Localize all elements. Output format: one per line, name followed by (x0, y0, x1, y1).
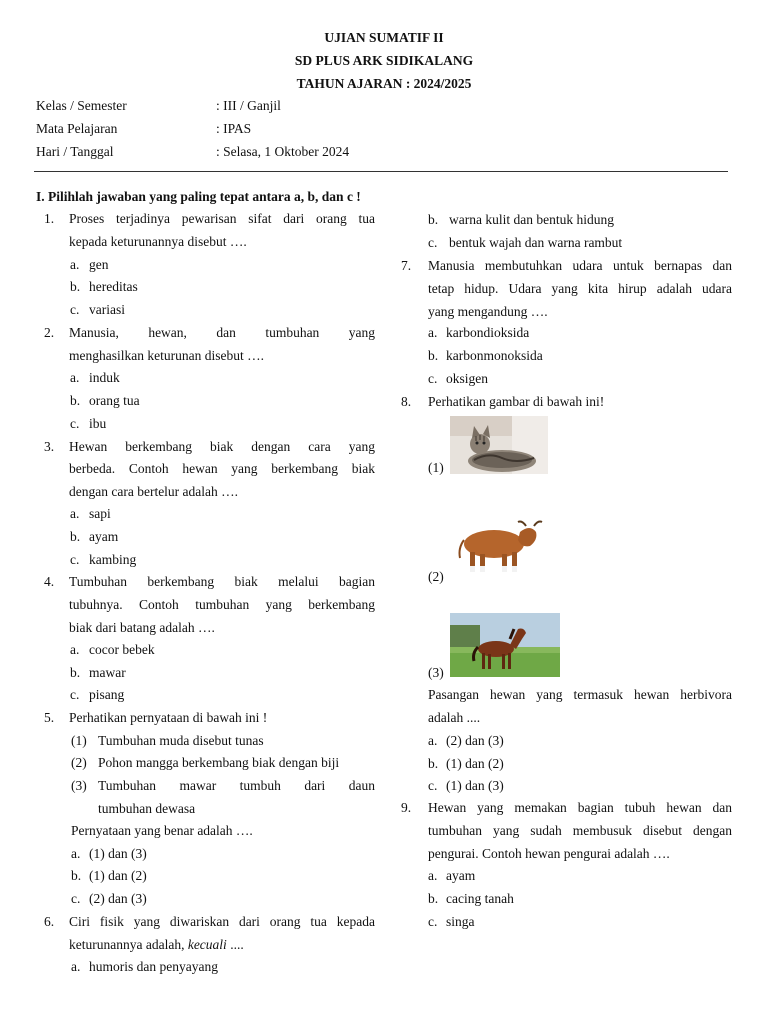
picture-label: (3) (428, 665, 444, 680)
option-letter: b. (70, 529, 81, 544)
option-letter: b. (428, 891, 439, 906)
question-number: 8. (401, 394, 412, 409)
option-letter: c. (428, 235, 438, 250)
question-number: 1. (44, 211, 55, 226)
option-letter: c. (71, 891, 81, 906)
option-letter: a. (70, 642, 80, 657)
option-text: (1) dan (3) (89, 846, 147, 861)
question-text-part: keturunannya adalah, (69, 937, 188, 952)
picture-label: (1) (428, 460, 444, 475)
option-text: variasi (89, 302, 125, 317)
statement-text: Tumbuhan muda disebut tunas (98, 733, 264, 748)
info-value: : IPAS (216, 121, 252, 136)
option-letter: c. (70, 552, 80, 567)
question-text: Hewan yang memakan bagian tubuh hewan dan (428, 800, 732, 815)
option-letter: c. (428, 371, 438, 386)
option-letter: c. (70, 687, 80, 702)
option-text: (2) dan (3) (89, 891, 147, 906)
option-letter: a. (70, 370, 80, 385)
question-text: Manusia membutuhkan udara untuk bernapas dan (428, 258, 732, 273)
option-letter: a. (70, 257, 80, 272)
question-text-part: .... (226, 937, 244, 952)
option-letter: b. (70, 393, 81, 408)
statement-text: Pohon mangga berkembang biak dengan biji (98, 755, 340, 770)
option-text: singa (446, 914, 475, 929)
question-text: Ciri fisik yang diwariskan dari orang tua kepada (69, 914, 375, 929)
question-text (69, 936, 244, 954)
option-text: (1) dan (3) (446, 778, 504, 793)
option-letter: a. (71, 959, 81, 974)
question-number: 5. (44, 710, 55, 725)
question-text: Proses terjadinya pewarisan sifat dari orang tua (69, 211, 375, 226)
option-text: ayam (89, 529, 119, 544)
option-text: orang tua (89, 393, 140, 408)
question-text: Perhatikan gambar di bawah ini! (428, 394, 605, 409)
question-prompt: adalah .... (428, 710, 481, 725)
info-label: Hari / Tanggal (36, 144, 114, 159)
option-letter: b. (71, 868, 82, 883)
option-letter: a. (71, 846, 81, 861)
option-text: ayam (446, 868, 476, 883)
question-text: kepada keturunannya disebut …. (69, 234, 247, 249)
question-text: Hewan berkembang biak dengan cara yang (69, 439, 375, 454)
option-text: ibu (89, 416, 107, 431)
question-text: Perhatikan pernyataan di bawah ini ! (69, 710, 268, 725)
question-text: berbeda. Contoh hewan yang berkembang biak (69, 461, 375, 476)
option-letter: c. (70, 302, 80, 317)
info-label: Mata Pelajaran (36, 121, 118, 136)
info-label: Kelas / Semester (36, 98, 127, 113)
option-letter: a. (70, 506, 80, 521)
question-text: pengurai. Contoh hewan pengurai adalah …. (428, 846, 670, 861)
question-text: yang mengandung …. (428, 304, 548, 319)
option-text: karbondioksida (446, 325, 530, 340)
horse-icon (450, 613, 560, 677)
question-number: 4. (44, 574, 55, 589)
question-prompt: Pernyataan yang benar adalah …. (71, 823, 253, 838)
option-text: warna kulit dan bentuk hidung (449, 212, 614, 227)
question-text: Manusia, hewan, dan tumbuhan yang (69, 325, 375, 340)
question-text: tetap hidup. Udara yang kita hirup adalah udara (428, 281, 732, 296)
option-text: sapi (89, 506, 111, 521)
statement-text: Tumbuhan mawar tumbuh dari daun (98, 778, 375, 793)
option-text: karbonmonoksida (446, 348, 543, 363)
option-text: cacing tanah (446, 891, 514, 906)
horse-image (450, 613, 560, 677)
section-instruction: I. Pilihlah jawaban yang paling tepat antara a, b, dan c ! (36, 189, 361, 204)
cat-icon (450, 416, 548, 474)
statement-number: (2) (71, 755, 87, 770)
picture-label: (2) (428, 569, 444, 584)
option-text: pisang (89, 687, 125, 702)
question-prompt: Pasangan hewan yang termasuk hewan herbivora (428, 687, 732, 702)
info-value: : Selasa, 1 Oktober 2024 (216, 144, 350, 159)
statement-text: tumbuhan dewasa (98, 801, 196, 816)
question-text: dengan cara bertelur adalah …. (69, 484, 239, 499)
option-letter: a. (428, 733, 438, 748)
option-text: mawar (89, 665, 126, 680)
option-text: bentuk wajah dan warna rambut (449, 235, 623, 250)
question-number: 2. (44, 325, 55, 340)
question-number: 7. (401, 258, 412, 273)
option-text: oksigen (446, 371, 488, 386)
info-value: : III / Ganjil (216, 98, 281, 113)
option-letter: a. (428, 868, 438, 883)
question-text: tubuhnya. Contoh tumbuhan yang berkembang (69, 597, 375, 612)
option-text: (1) dan (2) (446, 756, 504, 771)
option-text: induk (89, 370, 120, 385)
option-text: gen (89, 257, 109, 272)
emphasis-text: kecuali (187, 937, 227, 952)
question-text: biak dari batang adalah …. (69, 620, 215, 635)
option-letter: b. (428, 756, 439, 771)
question-text: Tumbuhan berkembang biak melalui bagian (69, 574, 375, 589)
option-text: hereditas (89, 279, 138, 294)
question-number: 3. (44, 439, 55, 454)
cat-image (450, 416, 548, 474)
statement-number: (3) (71, 778, 87, 793)
option-letter: c. (70, 416, 80, 431)
option-text: (1) dan (2) (89, 868, 147, 883)
question-number: 6. (44, 914, 55, 929)
option-letter: a. (428, 325, 438, 340)
option-letter: b. (70, 279, 81, 294)
question-number: 9. (401, 800, 412, 815)
statement-number: (1) (71, 733, 87, 748)
option-letter: c. (428, 914, 438, 929)
option-text: (2) dan (3) (446, 733, 504, 748)
option-text: kambing (89, 552, 137, 567)
cow-icon (450, 512, 546, 578)
question-text: tumbuhan yang sudah membusuk disebut dengan (428, 823, 732, 838)
cow-image (450, 512, 546, 578)
header-divider (34, 171, 728, 172)
school-name: SD PLUS ARK SIDIKALANG (294, 53, 474, 68)
option-text: cocor bebek (89, 642, 155, 657)
academic-year: TAHUN AJARAN : 2024/2025 (296, 76, 472, 91)
option-letter: b. (428, 348, 439, 363)
option-text: humoris dan penyayang (89, 959, 218, 974)
question-text: menghasilkan keturunan disebut …. (69, 348, 264, 363)
option-letter: c. (428, 778, 438, 793)
exam-title: UJIAN SUMATIF II (324, 30, 444, 45)
option-letter: b. (70, 665, 81, 680)
option-letter: b. (428, 212, 439, 227)
